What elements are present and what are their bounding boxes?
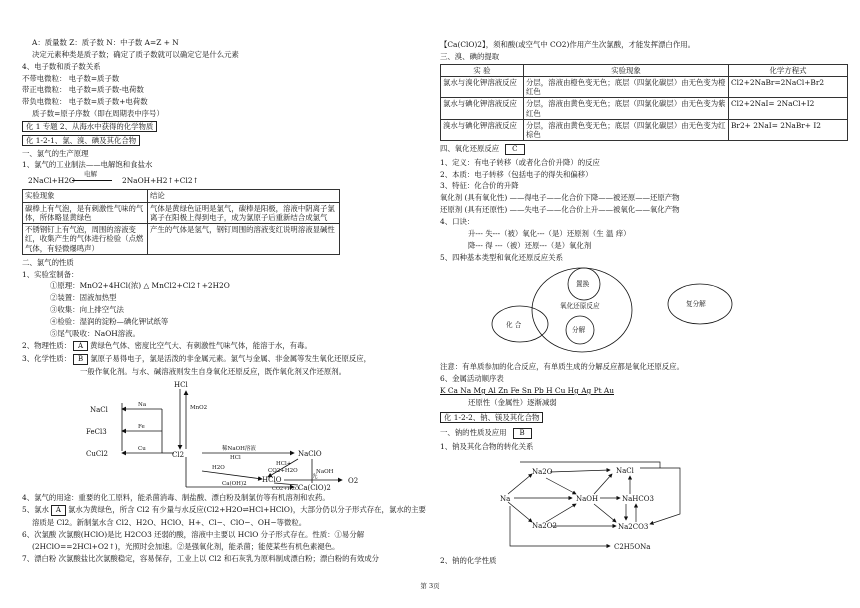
left-column	[22, 38, 424, 566]
label-naclo: NaClO	[298, 450, 322, 459]
text-line	[440, 144, 848, 155]
table-row	[441, 98, 848, 120]
label-caclo2: Ca(ClO)2	[298, 484, 331, 492]
label-na: Na	[138, 402, 147, 409]
table-cell: 产生的气体是氢气，钢钉周围的溶液变红说明溶液显碱性	[148, 224, 340, 255]
text-line: 7、漂白粉 次氯酸盐比次氯酸稳定，容易保存，工业上以 Cl2 和石灰乳为原料制成漂白粉；漂白粉的有效成分	[22, 553, 380, 563]
label-hcl: HCl	[174, 381, 188, 390]
equation-reactants: 2NaCl+H2O	[28, 175, 75, 185]
label-naoh: NaOH	[576, 494, 599, 503]
text-line	[22, 354, 424, 365]
answer-box: B	[73, 354, 88, 365]
answer-box: B	[513, 428, 532, 439]
text-line	[22, 341, 424, 352]
text-line: 氧化剂 (具有氧化性) ——得电子——化合价下降——被还原——还原产物	[440, 193, 680, 203]
arrow-naoh-nacl	[594, 474, 612, 494]
text-line: 还原性（金属性）逐渐减弱	[468, 397, 557, 407]
label-na2co3: Na2CO3	[618, 522, 649, 531]
text-line: 3、特征：化合价的升降	[440, 181, 519, 191]
text-line: 1、钠及其化合物的转化关系	[440, 441, 534, 451]
label-nahco3: NaHCO3	[622, 494, 654, 503]
text-line: ②装置：固液加热型	[50, 293, 117, 303]
table-header-cell: 实验现象	[524, 64, 729, 76]
arrow-cl2-hclo	[202, 471, 262, 479]
table-cell: 氯水与溴化钾溶液反应	[441, 76, 524, 98]
section-heading: 化 1 专题 2、从海水中获得的化学物质	[22, 121, 157, 132]
text-line: ④检验：湿润的淀粉—碘化钾试纸等	[50, 317, 169, 326]
item-text: 黄绿色气体、密度比空气大、有刺激性气味气体，能溶于水，有毒。	[90, 340, 312, 350]
arrow-na2o-naoh	[546, 478, 576, 494]
item-label: 一、钠的性质及应用	[440, 428, 507, 438]
label-na2o: Na2O	[532, 467, 553, 476]
text-line: ③收集：向上排空气法	[50, 305, 124, 315]
arrow-na2o2-naoh	[546, 504, 576, 522]
section-heading: 化 1-2-1、氯、溴、碘及其化合物	[22, 135, 140, 146]
text-line: 升--- 失---（被）氧化---（是）还原剂（生 温 痒）	[468, 228, 631, 238]
text-line: 二、氯气的性质	[22, 257, 74, 267]
text-line: 5、四种基本类型和氧化还原反应关系	[440, 252, 563, 262]
label-metathesis: 复分解	[686, 300, 706, 309]
arrow-naoh-na2co3	[594, 504, 616, 522]
text-line: 还原剂 (具有还原性) ——失电子——化合价上升——被氧化——氧化产物	[440, 205, 680, 215]
table-header-cell: 实 验	[441, 64, 524, 76]
label-fecl3: FeCl3	[86, 428, 107, 437]
electrolysis-table	[22, 189, 340, 255]
label-hcl-plus: HCl+	[276, 461, 292, 468]
equation-arrow-line	[72, 180, 112, 181]
text-line: 带正电微粒： 电子数=质子数-电荷数	[22, 85, 144, 95]
arrow-na-na2o	[508, 474, 532, 494]
text-line: 不带电微粒： 电子数=质子数	[22, 73, 120, 83]
metal-activity-series: K Ca Na Mg Al Zn Fe Sn Pb H Cu Hg Ag Pt Au	[440, 386, 615, 396]
answer-box: A	[73, 341, 88, 352]
text-line: 决定元素种类是质子数；确定了质子数就可以确定它是什么元素	[32, 49, 239, 59]
text-line: 一、氯气的生产原理	[22, 148, 89, 158]
text-line: 6、金属活动顺序表	[440, 374, 504, 384]
label-hcl-mid: HCl	[230, 455, 241, 462]
item-label: 四、氧化还原反应	[440, 144, 500, 154]
text-line: 降--- 得 ---（被）还原---（是）氧化剂	[468, 240, 592, 250]
label-mno2: MnO2	[190, 405, 208, 412]
label-o2: O2	[348, 477, 359, 486]
table-cell: 碳棒上有气泡，是有刺激性气味的气体，所体略显黄绿色	[23, 202, 148, 224]
text-line: 4、口诀：	[440, 217, 475, 226]
label-na2o2: Na2O2	[532, 521, 557, 530]
label-na: Na	[500, 494, 511, 503]
table-header-cell: 结论	[148, 190, 340, 202]
text-line: 注意：有单质参加的化合反应，有单质生成的分解反应都是氧化还原反应。	[440, 362, 684, 372]
label-naoh-solution: 稀NaOH溶液	[222, 446, 256, 453]
table-cell: 分层，溶液由黄色变无色；底层（四氯化碳层）由无色变为红棕色	[524, 119, 729, 141]
text-line	[440, 428, 848, 439]
table-row	[23, 224, 340, 255]
table-cell: 不锈钢钉上有气泡，周围的溶液变红，收集产生的气体进行检验（点燃气体，有轻微爆鸣声）	[23, 224, 148, 255]
table-cell: 氯水与碘化钾溶液反应	[441, 98, 524, 120]
table-cell: 分层，溶液由黄色变无色；底层（四氯化碳层）由无色变为紫红色	[524, 98, 729, 120]
text-line: 1、氯气的工业制法——电解饱和食盐水	[22, 160, 153, 170]
label-decomposition: 分解	[572, 326, 586, 335]
label-cu: Cu	[138, 446, 146, 453]
text-line: A：质量数 Z：质子数 N：中子数 A=Z + N	[32, 38, 179, 47]
answer-box: C	[505, 144, 524, 155]
label-redox: 氧化还原反应	[560, 302, 600, 311]
item-label: 3、化学性质：	[22, 354, 72, 364]
table-row	[441, 119, 848, 141]
label-c2h5ona: C2H5ONa	[614, 542, 651, 551]
item-text: 氯原子易得电子，氯是活泼的非金属元素。氯气与金属、非金属等发生氧化还原反应，	[90, 354, 372, 364]
arrow-na2o-nacl	[550, 470, 610, 472]
section-heading: 化 1-2-2、钠、镁及其化合物	[440, 412, 543, 423]
text-line	[22, 505, 424, 516]
table-cell: 溴水与碘化钾溶液反应	[441, 119, 524, 141]
label-naoh: NaOH	[316, 469, 334, 476]
table-cell: 分层，溶液由橙色变无色；底层（四氯化碳层）由无色变为橙红色	[524, 76, 729, 98]
label-nacl: NaCl	[90, 406, 108, 415]
label-h2o: H2O	[212, 465, 225, 472]
page-number: 第 3页	[420, 582, 440, 590]
text-line: 质子数=原子序数（即在周期表中序号）	[32, 109, 164, 119]
text-line: 一般作氧化剂。与水、碱溶液则发生自身氧化还原反应，既作氧化剂又作还原剂。	[80, 367, 347, 377]
label-displacement: 置换	[576, 280, 590, 289]
table-cell: Cl2+2NaI= 2NaCl+I2	[729, 98, 848, 120]
equation-condition: 电解	[84, 169, 97, 178]
label-cucl2: CuCl2	[86, 450, 108, 459]
table-header-row	[23, 190, 340, 202]
text-line: 带负电微粒： 电子数=质子数+电荷数	[22, 97, 148, 107]
table-header-cell: 化学方程式	[729, 64, 848, 76]
label-co2-h2o: CO2+H2O	[268, 468, 298, 475]
text-line: (2HClO==2HCl+O2↑)，光照时会加速。②是强氧化剂，能杀菌；能使某些有机色素褪色。	[32, 542, 340, 552]
text-line: 【Ca(ClO)2】，须和酸(或空气中 CO2)作用产生次氯酸，才能发挥漂白作用。	[440, 40, 695, 49]
label-fe: Fe	[138, 424, 145, 431]
item-label: 5、氯水	[22, 505, 49, 515]
text-line: 溶质是 Cl2。新制氯水含 Cl2、H2O、HClO、H+、Cl−、ClO−、OH−等微粒。	[32, 518, 307, 528]
chlorine-reaction-diagram	[62, 379, 392, 491]
label-caoh2: Ca(OH)2	[222, 481, 247, 488]
answer-box: A	[51, 505, 66, 516]
label-light: 光	[312, 474, 318, 481]
label-hclo: HClO	[262, 476, 282, 485]
table-cell: 气体是黄绿色证明是氯气，碳棒是阳极，溶液中阴离子氯离子在阳极上得到电子，成为氯原子后重新结合成氯气	[148, 202, 340, 224]
item-label: 2、物理性质：	[22, 340, 72, 350]
item-text: 氯水为黄绿色，所含 Cl2 有少量与水反应(Cl2+H2O⇌HCl+HClO)，大部分仍以分子形式存在，氯水的主要	[67, 505, 426, 515]
table-cell: Br2+ 2NaI= 2NaBr+ I2	[729, 119, 848, 141]
right-column	[440, 40, 848, 567]
table-row	[441, 76, 848, 98]
label-combination: 化 合	[506, 321, 522, 330]
text-line: 6、次氯酸 次氯酸(HClO)是比 H2CO3 还弱的酸，溶液中主要以 HClO 分子形式存在。性质：①易分解	[22, 530, 365, 540]
halogen-table	[440, 64, 848, 142]
label-cl2: Cl2	[172, 451, 185, 460]
table-header-row	[441, 64, 848, 76]
text-line: 4、氯气的用途：重要的化工原料，能杀菌消毒、制盐酸、漂白粉及制氯仿等有机溶剂和农药。	[22, 493, 330, 503]
label-nacl: NaCl	[616, 466, 634, 475]
text-line: 1、实验室制备：	[22, 269, 79, 279]
text-line: 2、本质：电子转移（包括电子的得失和偏移）	[440, 169, 593, 179]
text-line: 1、定义：有电子转移（或者化合价升降）的反应	[440, 157, 600, 167]
equation-products: 2NaOH+H2↑+Cl2↑	[122, 175, 199, 185]
reaction-types-diagram	[490, 264, 790, 358]
table-row	[23, 202, 340, 224]
text-line: 4、电子数和质子数关系	[22, 61, 101, 71]
text-line: ①原理：MnO2+4HCl(浓) △ MnCl2+Cl2↑+2H2O	[50, 281, 230, 291]
table-header-cell: 实验现象	[23, 190, 148, 202]
electrolysis-equation	[22, 169, 424, 187]
sodium-conversion-diagram	[500, 454, 760, 552]
table-cell: Cl2+2NaBr=2NaCl+Br2	[729, 76, 848, 98]
arrow-na-na2o2	[508, 502, 532, 522]
label-co2-h2o-b: CO2+H2O	[272, 486, 299, 492]
text-line: 2、钠的化学性质	[440, 555, 497, 565]
text-line: ⑤尾气吸收：NaOH溶液。	[50, 328, 140, 338]
text-line: 三、溴、碘的提取	[440, 51, 500, 61]
